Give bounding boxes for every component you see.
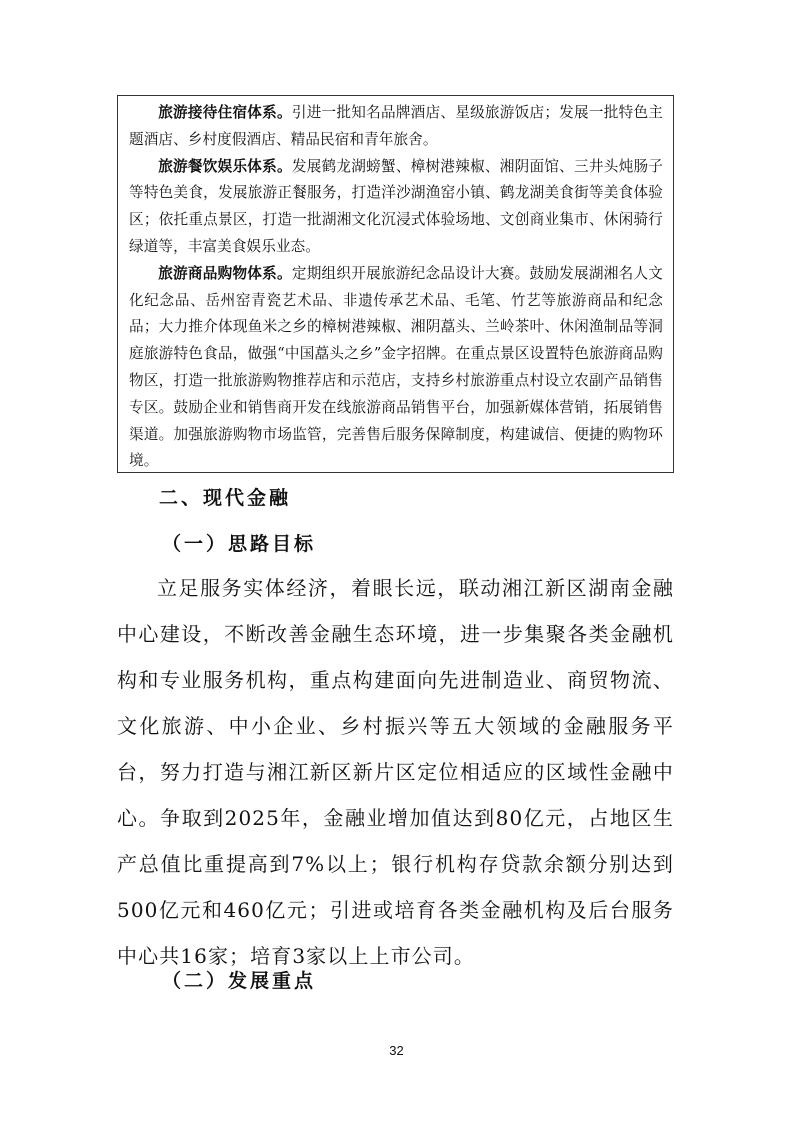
shopping-text: 定期组织开展旅游纪念品设计大赛。鼓励发展湖湘名人文化纪念品、岳州窑青瓷艺术品、非遗传承艺术品、毛笔、竹艺等旅游商品和纪念品；大力推介体现鱼米之乡的樟树港辣椒、湘阴藠头、兰岭茶叶、休闲渔制品等洞庭旅游特色食品，做强“中国藠头之乡”金字招牌。在重点景区设置特色旅游商品购物区，打造一批旅游购物推荐店和示范店，支持乡村旅游重点村设立农副产品销售专区。鼓励企业和销售商开发在线旅游商品销售平台，加强新媒体营销，拓展销售渠道。加强旅游购物市场监管，完善售后服务保障制度，构建诚信、便捷的购物环境。 <box>129 264 663 470</box>
catering-paragraph <box>129 154 663 261</box>
goals-paragraph: 立足服务实体经济，着眼长远，联动湘江新区湖南金融中心建设，不断改善金融生态环境，进一步集聚各类金融机构和专业服务机构，重点构建面向先进制造业、商贸物流、文化旅游、中小企业、乡村振兴等五大领域的金融服务平台，努力打造与湘江新区新片区定位相适应的区域性金融中心。争取到2025年，金融业增加值达到80亿元，占地区生产总值比重提高到7%以上；银行机构存贷款余额分别达到500亿元和460亿元；引进或培育各类金融机构及后台服务中心共16家；培育3家以上上市公司。 <box>117 576 674 968</box>
page-number: 32 <box>389 1043 404 1058</box>
subsection-priorities-title: （二）发展重点 <box>162 970 317 992</box>
catering-text: 发展鹤龙湖螃蟹、樟树港辣椒、湘阴面馆、三井头炖肠子等特色美食，发展旅游正餐服务，打造洋沙湖渔窑小镇、鹤龙湖美食街等美食体验区；依托重点景区，打造一批湖湘文化沉浸式体验场地、文创商业集市、休闲骑行绿道等，丰富美食娱乐业态。 <box>129 157 663 255</box>
accommodation-paragraph <box>129 100 663 154</box>
shopping-paragraph <box>129 261 663 475</box>
section-title: 二、现代金融 <box>159 487 292 509</box>
accommodation-text: 引进一批知名品牌酒店、星级旅游饭店；发展一批特色主题酒店、乡村度假酒店、精品民宿和青年旅舍。 <box>129 104 663 148</box>
subsection-goals-title: （一）思路目标 <box>162 533 317 555</box>
accommodation-heading: 旅游接待住宿体系。 <box>158 104 292 121</box>
tourism-systems-box <box>117 95 674 473</box>
shopping-heading: 旅游商品购物体系。 <box>158 264 292 282</box>
catering-heading: 旅游餐饮娱乐体系。 <box>158 157 292 175</box>
